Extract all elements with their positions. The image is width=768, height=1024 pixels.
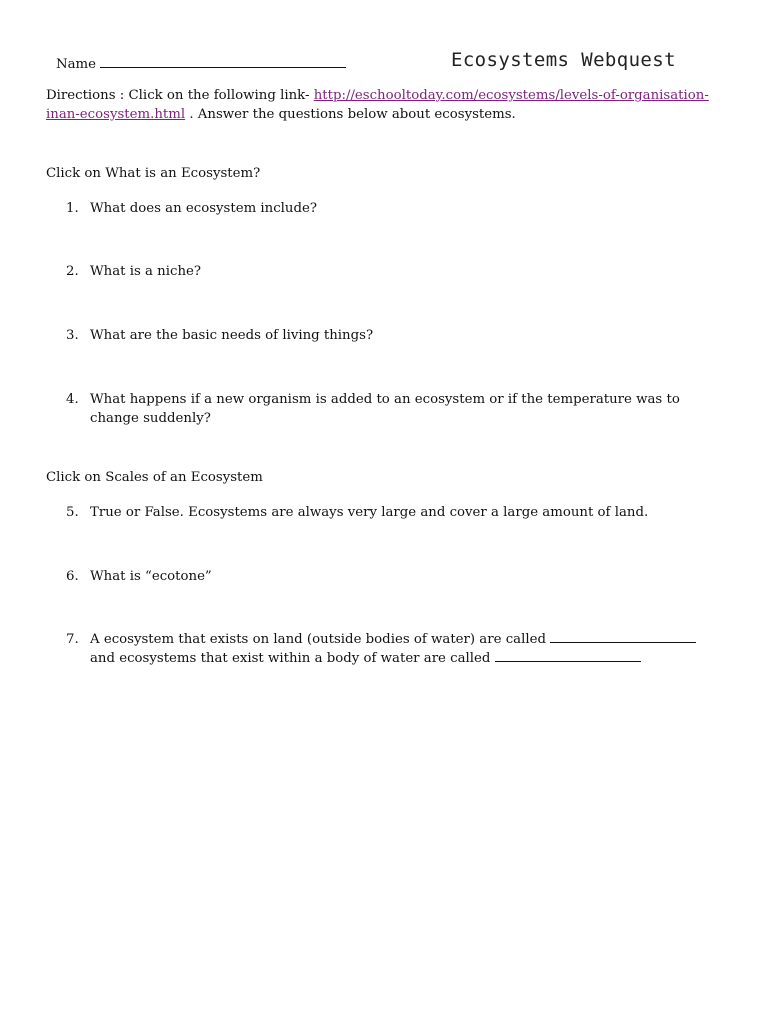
directions-paragraph	[46, 86, 726, 124]
question-number: 7.	[66, 632, 79, 647]
answer-blank-land[interactable]	[550, 630, 696, 643]
question-text: What is a niche?	[90, 264, 202, 279]
section-heading-what-is-ecosystem: Click on What is an Ecosystem?	[46, 166, 261, 181]
question-text-part1: A ecosystem that exists on land (outside bodies of water) are called	[90, 632, 551, 647]
question-number: 1.	[66, 201, 79, 216]
section-heading-scales-of-ecosystem: Click on Scales of an Ecosystem	[46, 470, 263, 485]
directions-prefix: Directions : Click on the following link-	[46, 88, 314, 103]
question-text: What is “ecotone”	[90, 569, 212, 584]
name-field	[56, 55, 346, 72]
name-blank-line[interactable]	[100, 55, 346, 68]
question-number: 6.	[66, 569, 79, 584]
answer-blank-water[interactable]	[495, 649, 641, 662]
directions-link[interactable]: http://eschooltoday.com/ecosystems/levels-of-organisation-inan-ecosystem.html	[46, 88, 709, 122]
question-text: What does an ecosystem include?	[90, 201, 318, 216]
question-text-part2: and ecosystems that exist within a body of water are called	[90, 651, 495, 666]
question-number: 3.	[66, 328, 79, 343]
question-text	[90, 630, 708, 668]
question-text: True or False. Ecosystems are always very large and cover a large amount of land.	[90, 505, 649, 520]
question-text: What are the basic needs of living things?	[90, 328, 374, 343]
question-text: What happens if a new organism is added to an ecosystem or if the temperature was to change suddenly?	[90, 392, 680, 426]
page-title: Ecosystems Webquest	[451, 49, 676, 71]
question-number: 4.	[66, 392, 79, 407]
question-number: 2.	[66, 264, 79, 279]
directions-suffix: . Answer the questions below about ecosystems.	[185, 107, 516, 122]
name-label: Name	[56, 57, 97, 72]
question-number: 5.	[66, 505, 79, 520]
